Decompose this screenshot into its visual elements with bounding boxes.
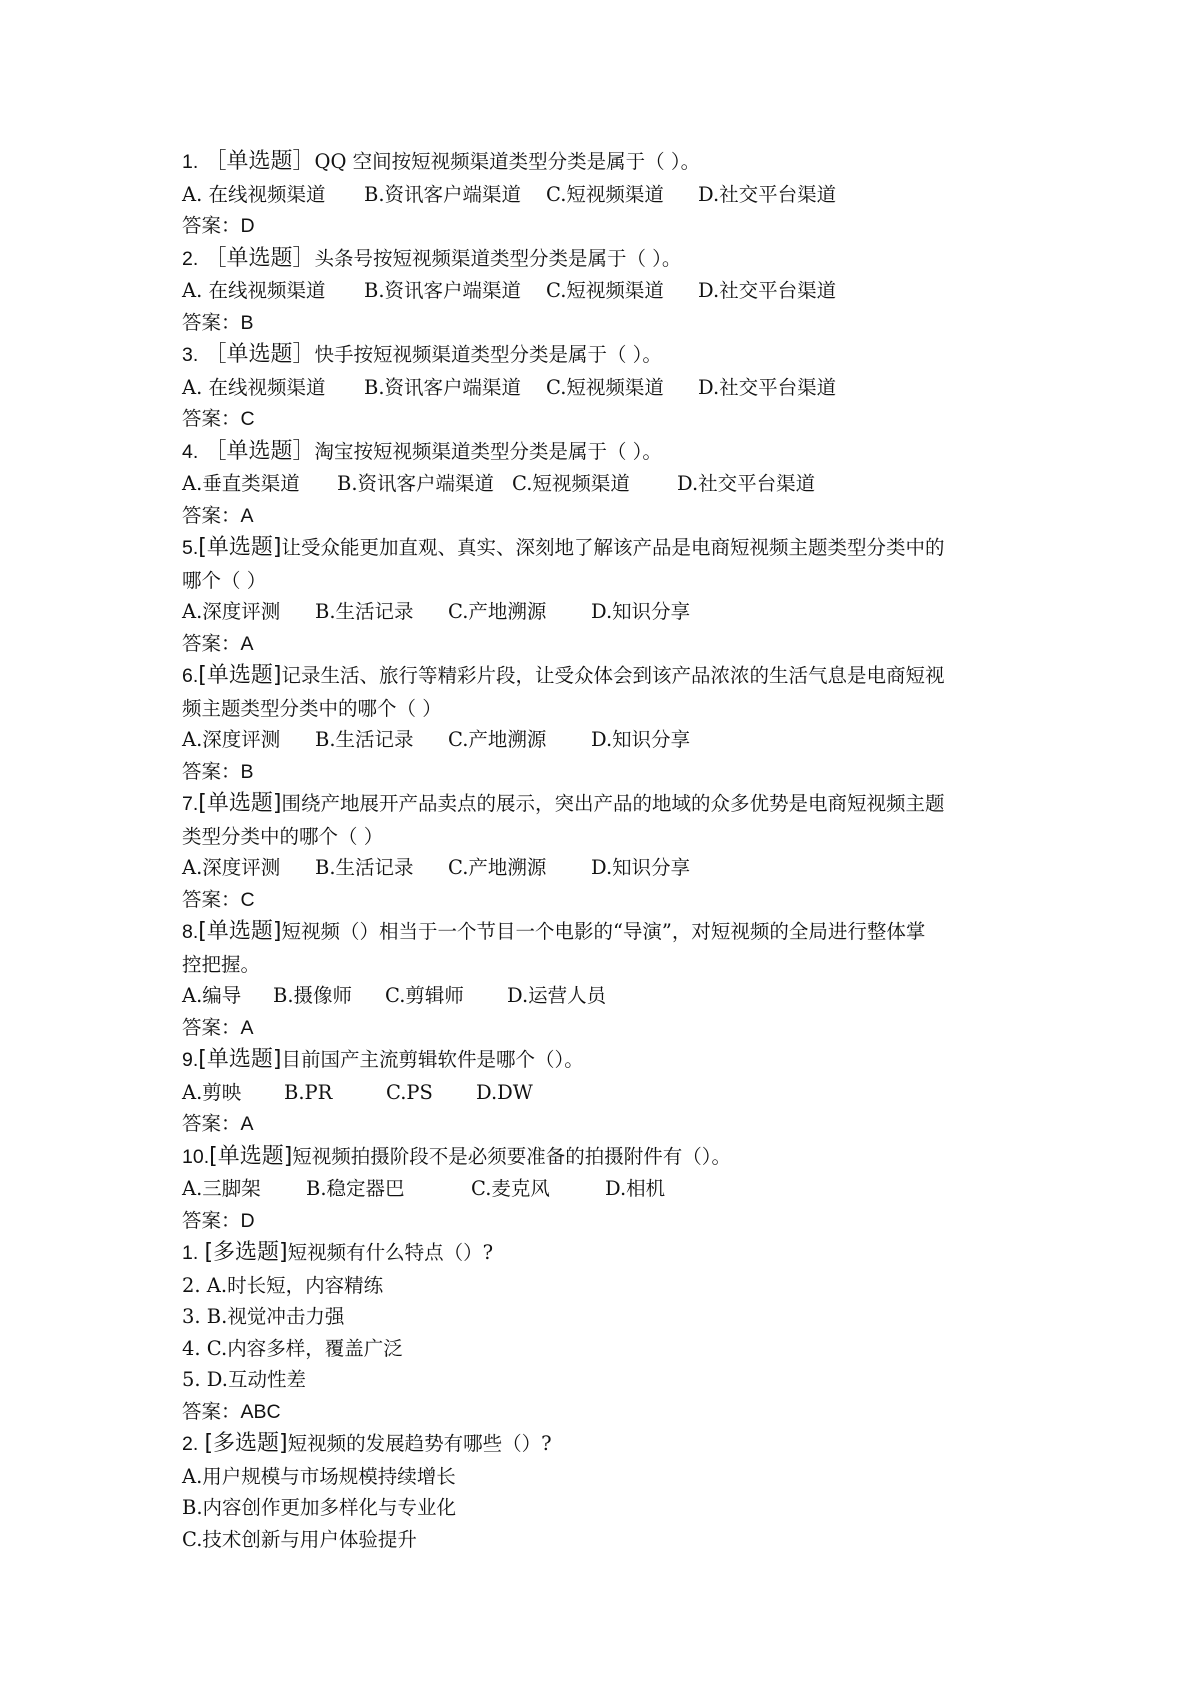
question-stem: 短视频拍摄阶段不是必须要准备的拍摄附件有（）。 xyxy=(292,1144,732,1168)
answer-s3 xyxy=(182,403,1022,436)
options-s8 xyxy=(182,980,1022,1012)
answer-label: 答案： xyxy=(182,631,241,655)
option-d: D.社交平台渠道 xyxy=(698,375,837,399)
question-number: 10. xyxy=(182,1145,210,1168)
question-s8-cont xyxy=(182,949,1022,981)
answer-s9 xyxy=(182,1108,1022,1141)
option-m1-c: 4. C.内容多样，覆盖广泛 xyxy=(182,1336,403,1360)
question-stem: QQ 空间按短视频渠道类型分类是属于（ ）。 xyxy=(314,150,701,173)
options-s1 xyxy=(182,179,1022,211)
answer-value: C xyxy=(240,408,255,430)
answer-label: 答案： xyxy=(182,310,241,334)
question-stem: 头条号按短视频渠道类型分类是属于（ ）。 xyxy=(314,246,682,270)
option-d: D.DW xyxy=(476,1080,533,1104)
question-s2 xyxy=(182,243,1022,276)
options-s9 xyxy=(182,1077,1022,1109)
question-type-tag: [多选题] xyxy=(204,1431,288,1456)
option-c: C.麦克风 xyxy=(471,1177,550,1200)
answer-value: A xyxy=(240,504,254,527)
option-m1-b: 3. B.视觉冲击力强 xyxy=(182,1305,345,1328)
question-s7-cont xyxy=(182,821,1022,853)
option-d: D.知识分享 xyxy=(591,856,691,879)
question-stem-line1: 短视频（）相当于一个节目一个电影的“导演”，对短视频的全局进行整体掌 xyxy=(281,920,926,943)
option-d: D.知识分享 xyxy=(591,600,691,623)
question-stem: 快手按短视频渠道类型分类是属于（ ）。 xyxy=(314,343,662,366)
option-m2-b: B.内容创作更加多样化与专业化 xyxy=(182,1496,457,1519)
answer-label: 答案： xyxy=(182,407,241,430)
answer-s5 xyxy=(182,628,1022,661)
option-a: A.垂直类渠道 xyxy=(182,472,300,495)
answer-s1 xyxy=(182,210,1022,243)
document-page xyxy=(182,146,1022,1555)
option-a: A.编导 xyxy=(182,984,242,1007)
question-type-tag: [单选题] xyxy=(198,919,282,944)
answer-value: A xyxy=(240,1113,254,1135)
options-s10 xyxy=(182,1173,1022,1205)
question-stem-line2: 频主题类型分类中的哪个（ ） xyxy=(182,696,442,720)
option-m1-d: 5. D.互动性差 xyxy=(182,1368,306,1391)
question-stem-line1: 围绕产地展开产品卖点的展示，突出产品的地域的众多优势是电商短视频主题 xyxy=(281,792,945,815)
question-stem: 短视频的发展趋势有哪些（）? xyxy=(287,1432,552,1455)
question-number: 4. xyxy=(182,440,199,463)
answer-label: 答案： xyxy=(182,1112,241,1135)
question-s1 xyxy=(182,146,1022,179)
answer-label: 答案： xyxy=(182,759,241,783)
answer-s2 xyxy=(182,307,1022,340)
option-c: C.短视频渠道 xyxy=(512,472,630,495)
option-c: C.产地溯源 xyxy=(448,856,547,879)
option-a: A.三脚架 xyxy=(182,1177,261,1200)
options-s4 xyxy=(182,468,1022,500)
question-type-tag: [多选题] xyxy=(204,1240,288,1265)
answer-label: 答案： xyxy=(182,887,241,911)
option-m1-a: 2. A.时长短，内容精练 xyxy=(182,1273,384,1297)
option-b: B.稳定器巴 xyxy=(306,1177,405,1200)
option-c: C.短视频渠道 xyxy=(546,182,664,206)
question-number: 6. xyxy=(182,665,199,687)
answer-s4 xyxy=(182,500,1022,533)
question-type-tag: ［单选题］ xyxy=(204,342,315,367)
option-a: A. 在线视频渠道 xyxy=(182,182,326,206)
answer-value: A xyxy=(240,1016,254,1039)
question-s9 xyxy=(182,1044,1022,1077)
question-s5 xyxy=(182,532,1022,565)
question-stem-line2: 控把握。 xyxy=(182,952,261,976)
option-d: D.相机 xyxy=(605,1177,666,1200)
question-stem: 淘宝按短视频渠道类型分类是属于（ ）。 xyxy=(314,439,662,463)
option-b: B.PR xyxy=(284,1080,333,1104)
question-number: 9. xyxy=(182,1049,199,1071)
question-number: 2. xyxy=(182,1433,199,1455)
answer-label: 答案： xyxy=(182,1399,241,1423)
options-s6 xyxy=(182,724,1022,756)
option-b: B.资讯客户端渠道 xyxy=(337,472,495,495)
question-number: 1. xyxy=(182,151,199,173)
question-s7 xyxy=(182,788,1022,821)
question-stem-line2: 类型分类中的哪个（ ） xyxy=(182,824,384,848)
answer-value: D xyxy=(240,1209,255,1232)
question-type-tag: ［单选题］ xyxy=(204,149,315,174)
question-number: 8. xyxy=(182,921,199,943)
question-s6 xyxy=(182,660,1022,693)
option-d: D.知识分享 xyxy=(591,728,691,751)
question-type-tag: ［单选题］ xyxy=(204,245,315,271)
option-b: B.摄像师 xyxy=(273,984,353,1007)
question-type-tag: [单选题] xyxy=(198,1047,282,1072)
question-number: 5. xyxy=(182,537,199,559)
answer-label: 答案： xyxy=(182,503,241,527)
answer-label: 答案： xyxy=(182,214,241,237)
question-s4 xyxy=(182,436,1022,469)
options-s7 xyxy=(182,852,1022,884)
option-a: A.深度评测 xyxy=(182,856,281,879)
question-type-tag: [单选题] xyxy=(209,1143,293,1169)
option-d: D.社交平台渠道 xyxy=(698,279,837,302)
answer-s7 xyxy=(182,884,1022,917)
option-c: C.短视频渠道 xyxy=(546,279,664,302)
question-type-tag: [单选题] xyxy=(198,791,282,816)
option-c: C.产地溯源 xyxy=(448,728,547,751)
question-number: 2. xyxy=(182,247,199,270)
answer-m1 xyxy=(182,1396,1022,1429)
question-m2 xyxy=(182,1428,1022,1461)
option-c: C.PS xyxy=(386,1080,433,1104)
option-a: A.深度评测 xyxy=(182,600,281,623)
question-number: 1. xyxy=(182,1242,199,1264)
question-stem-line2: 哪个（ ） xyxy=(182,568,267,592)
answer-value: C xyxy=(240,888,255,911)
option-b: B.资讯客户端渠道 xyxy=(364,182,522,206)
question-type-tag: ［单选题］ xyxy=(204,438,315,464)
option-a: A. 在线视频渠道 xyxy=(182,279,326,302)
option-d: D.运营人员 xyxy=(507,984,607,1007)
question-s5-cont xyxy=(182,565,1022,597)
answer-label: 答案： xyxy=(182,1208,241,1232)
question-s3 xyxy=(182,339,1022,372)
question-s6-cont xyxy=(182,693,1022,725)
option-a: A. 在线视频渠道 xyxy=(182,375,326,399)
option-a: A.深度评测 xyxy=(182,728,281,751)
question-stem: 目前国产主流剪辑软件是哪个（）。 xyxy=(281,1048,584,1071)
option-c: C.剪辑师 xyxy=(385,984,464,1007)
question-s8 xyxy=(182,916,1022,949)
answer-value: D xyxy=(240,215,255,237)
options-s2 xyxy=(182,275,1022,307)
options-s3 xyxy=(182,372,1022,404)
option-d: D.社交平台渠道 xyxy=(698,182,837,206)
option-d: D.社交平台渠道 xyxy=(677,472,816,495)
answer-value: A xyxy=(240,632,254,655)
question-number: 7. xyxy=(182,793,199,815)
option-c: C.产地溯源 xyxy=(448,600,547,623)
option-b: B.资讯客户端渠道 xyxy=(364,279,522,302)
question-stem-line1: 记录生活、旅行等精彩片段，让受众体会到该产品浓浓的生活气息是电商短视 xyxy=(281,664,945,687)
options-s5 xyxy=(182,596,1022,628)
question-number: 3. xyxy=(182,344,199,366)
option-b: B.生活记录 xyxy=(315,856,414,879)
option-b: B.资讯客户端渠道 xyxy=(364,375,522,399)
question-stem: 短视频有什么特点（）? xyxy=(287,1241,494,1264)
option-m2-a: A.用户规模与市场规模持续增长 xyxy=(182,1464,456,1488)
option-b: B.生活记录 xyxy=(315,600,414,623)
answer-s8 xyxy=(182,1012,1022,1045)
answer-s10 xyxy=(182,1205,1022,1238)
question-m1 xyxy=(182,1237,1022,1270)
answer-value: B xyxy=(240,311,254,334)
option-m2-c: C.技术创新与用户体验提升 xyxy=(182,1527,417,1551)
question-type-tag: [单选题] xyxy=(198,535,282,560)
question-type-tag: [单选题] xyxy=(198,663,282,688)
answer-s6 xyxy=(182,756,1022,789)
question-s10 xyxy=(182,1141,1022,1174)
question-stem-line1: 让受众能更加直观、真实、深刻地了解该产品是电商短视频主题类型分类中的 xyxy=(281,536,945,559)
answer-label: 答案： xyxy=(182,1015,241,1039)
answer-value: B xyxy=(240,760,254,783)
option-c: C.短视频渠道 xyxy=(546,375,664,399)
answer-value: ABC xyxy=(240,1400,281,1423)
option-b: B.生活记录 xyxy=(315,728,414,751)
option-a: A.剪映 xyxy=(182,1080,242,1104)
